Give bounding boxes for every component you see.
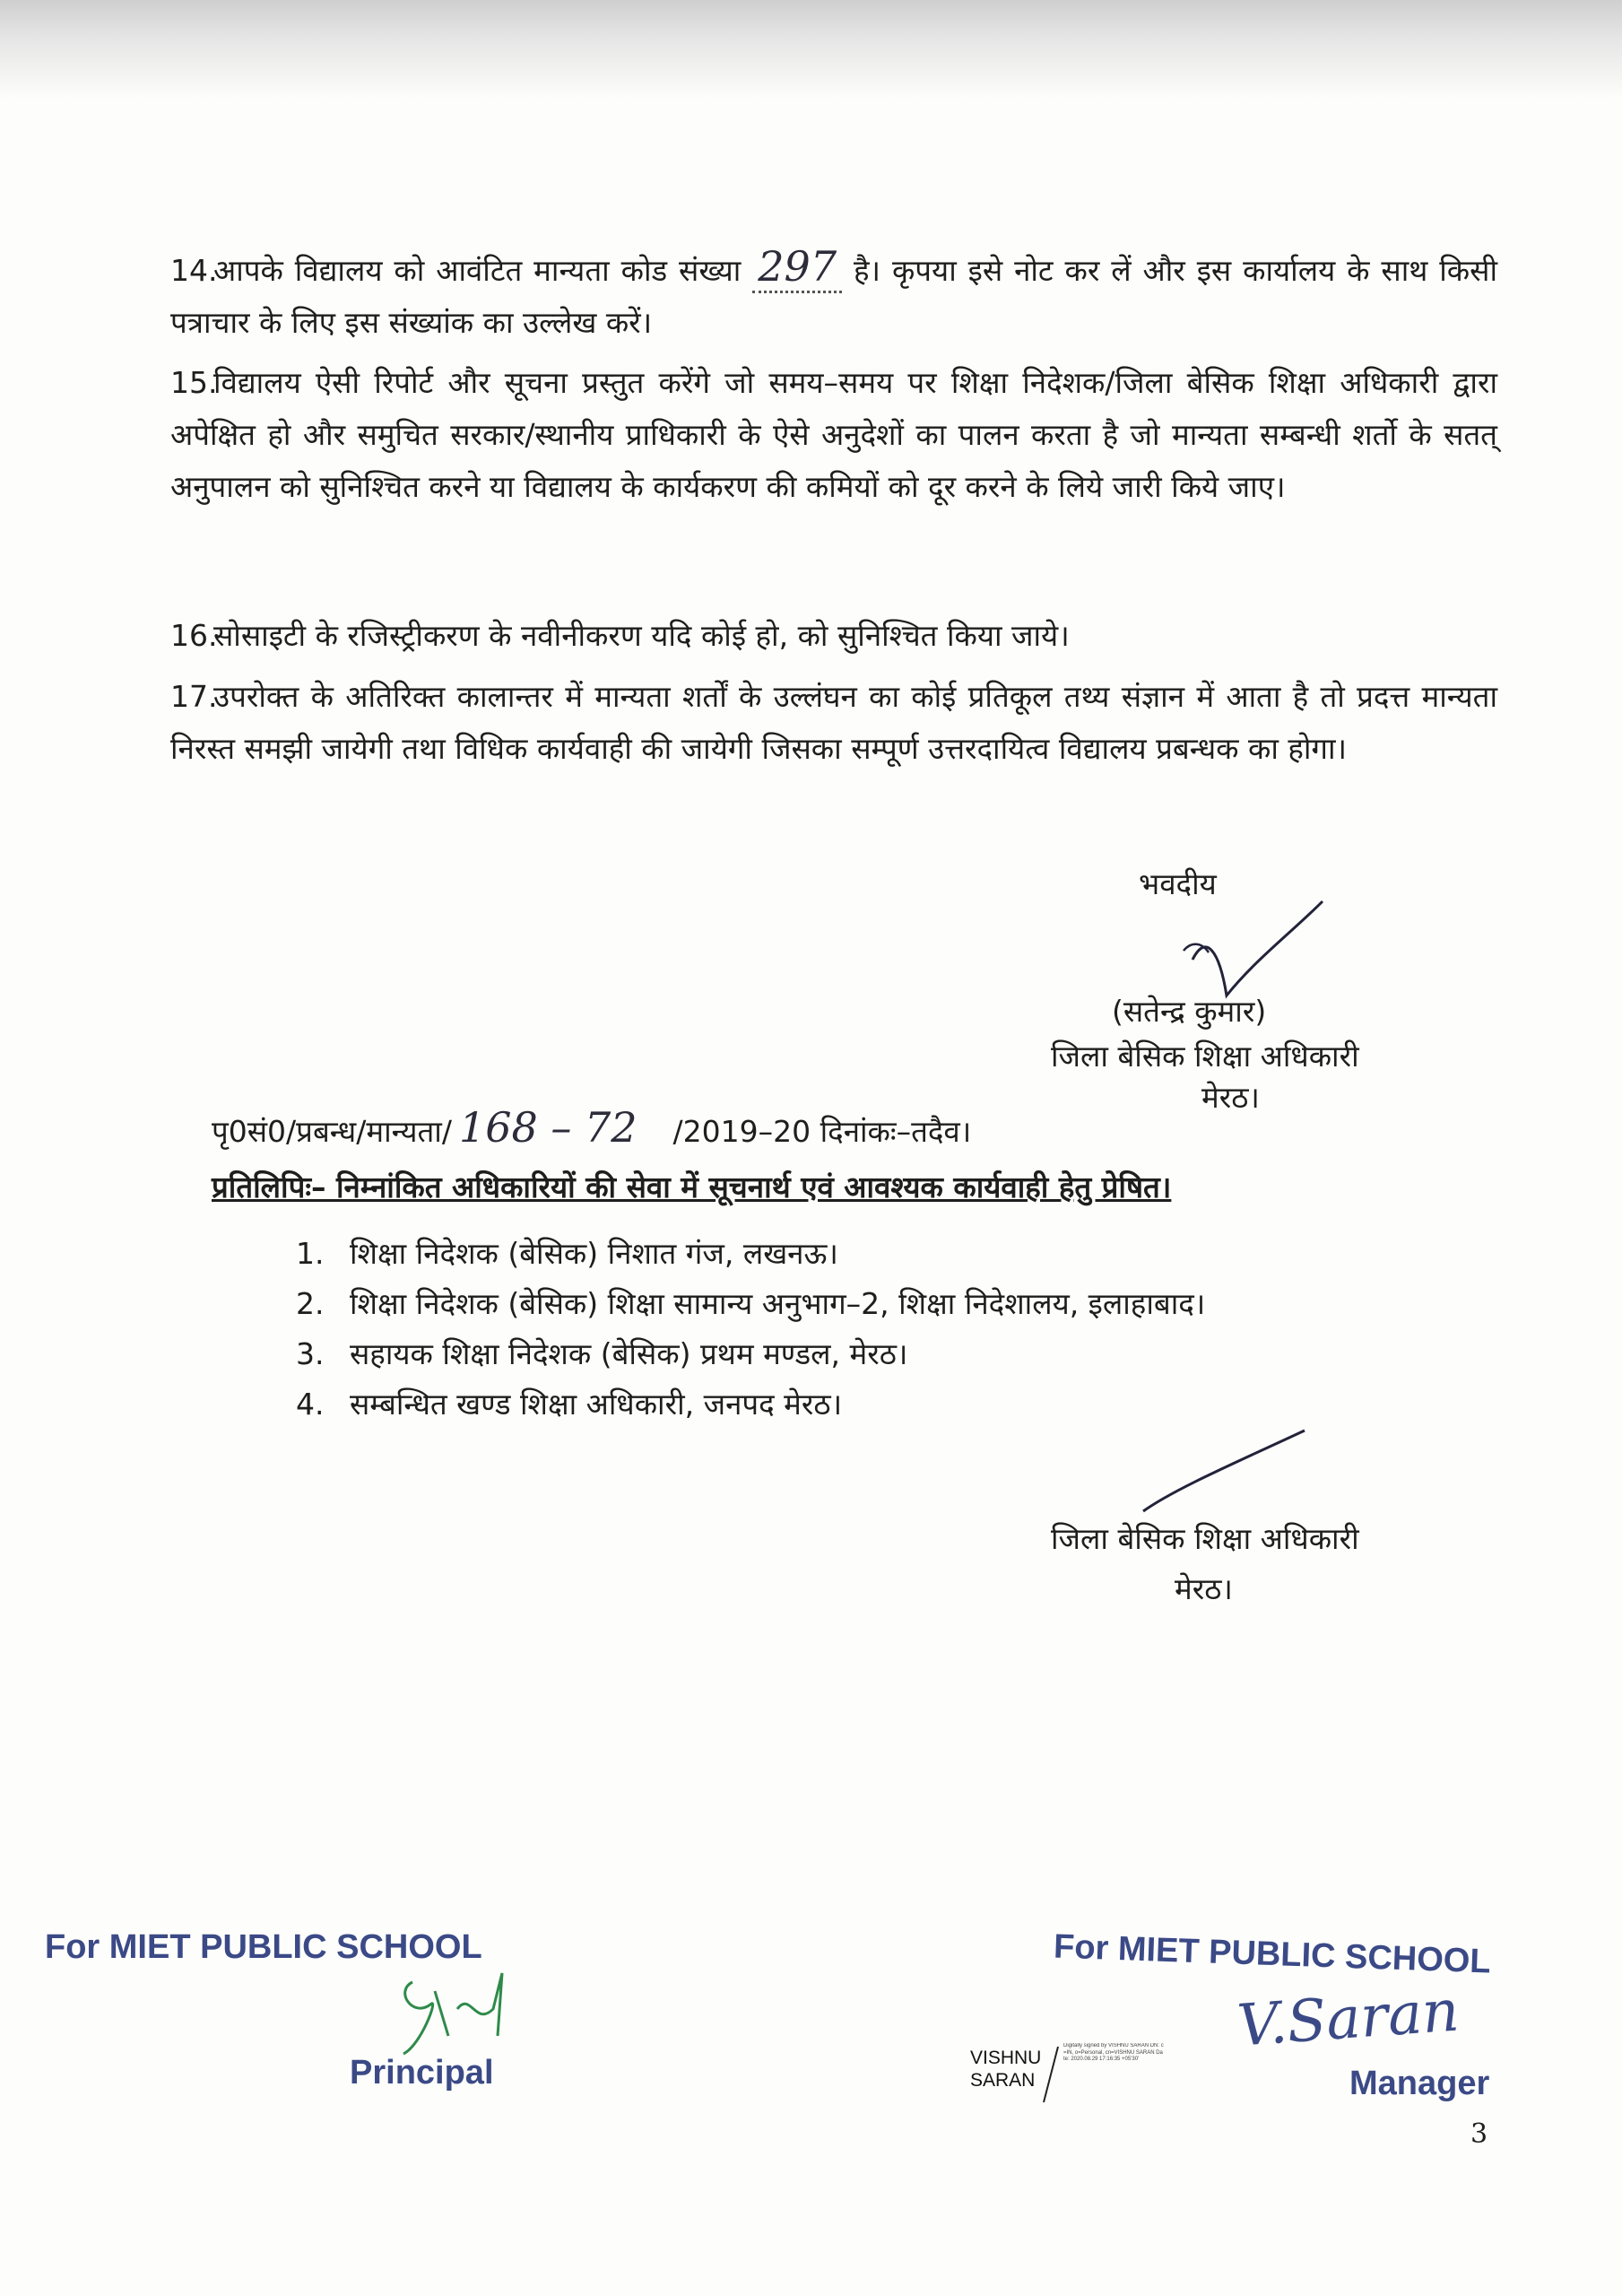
officer-designation: जिला बेसिक शिक्षा अधिकारी <box>1051 1039 1359 1074</box>
officer-name: (सतेन्द्र कुमार) <box>1112 994 1267 1029</box>
item-number: 14. <box>170 253 218 288</box>
second-place: मेरठ। <box>1175 1571 1233 1606</box>
digital-signature-details: Digitally signed by VISHNU SARAN DN: c=IN, o=Personal, cn=VISHNU SARAN Date: 2020.08.29 17:16:35 +05'30' <box>1063 2043 1164 2062</box>
second-designation: जिला बेसिक शिक्षा अधिकारी <box>1051 1521 1359 1556</box>
reference-suffix: /2019–20 दिनांकः–तदैव। <box>672 1114 972 1149</box>
item-text-continued: है। कृपया इसे नोट कर लें और इस कार्यालय के साथ किसी पत्राचार के लिए इस संख्यांक का उल्लेख करें। <box>170 253 1497 340</box>
reference-prefix: पृ0सं0/प्रबन्ध/मान्यता/ <box>212 1114 452 1149</box>
handwritten-reference-number: 168 – 72 <box>458 1103 638 1152</box>
recipient-list <box>296 1229 1462 1430</box>
digital-signature-divider <box>1040 2043 1062 2106</box>
copy-to-heading: प्रतिलिपिः– निम्नांकित अधिकारियों की सेवा में सूचनार्थ एवं आवश्यक कार्यवाही हेतु प्रेषित। <box>212 1170 1172 1205</box>
item-15 <box>170 357 1497 513</box>
item-text: आपके विद्यालय को आवंटित मान्यता कोड संख्या <box>213 253 742 288</box>
item-text: उपरोक्त के अतिरिक्त कालान्तर में मान्यता शर्तों के उल्लंघन का कोई प्रतिकूल तथ्य संज्ञान में आता है तो प्रदत्त मान्यता निरस्त समझी जायेगी तथा विधिक कार्यवाही की जायेगी जिसका सम्पूर्ण उत्तरदायित्व विद्यालय प्रबन्धक का होगा। <box>170 679 1497 766</box>
list-item: 2. शिक्षा निदेशक (बेसिक) शिक्षा सामान्य अनुभाग–2, शिक्षा निदेशालय, इलाहाबाद। <box>296 1286 1206 1321</box>
page-number: 3 <box>1470 2118 1488 2150</box>
list-item: 4. सम्बन्धित खण्ड शिक्षा अधिकारी, जनपद मेरठ। <box>296 1387 843 1422</box>
item-14 <box>170 240 1497 349</box>
salutation: भवदीय <box>1139 866 1217 901</box>
item-17 <box>170 671 1497 775</box>
manager-stamp-role: Manager <box>1349 2065 1490 2102</box>
list-item: 3. सहायक शिक्षा निदेशक (बेसिक) प्रथम मण्डल, मेरठ। <box>296 1336 908 1371</box>
scan-top-shadow <box>0 0 1622 99</box>
digital-signature-name: VISHNU SARAN <box>970 2048 1042 2091</box>
principal-signature <box>386 1955 520 2063</box>
principal-stamp-org: For MIET PUBLIC SCHOOL <box>45 1928 482 1966</box>
item-text: विद्यालय ऐसी रिपोर्ट और सूचना प्रस्तुत करेंगे जो समय–समय पर शिक्षा निदेशक/जिला बेसिक शिक्षा अधिकारी द्वारा अपेक्षित हो और समुचित सरकार/स्थानीय प्राधिकारी के ऐसे अनुदेशों का पालन करता है जो मान्यता सम्बन्धी शर्तो के सतत् अनुपालन को सुनिश्चित करने या विद्यालय के कार्यकरण की कमियों को दूर करने के लिये जारी किये जाए। <box>170 365 1497 504</box>
reference-line <box>212 1103 971 1152</box>
item-number: 16. <box>170 618 218 653</box>
item-number: 17. <box>170 679 218 714</box>
second-signature <box>1139 1426 1309 1525</box>
principal-stamp-role: Principal <box>350 2054 494 2092</box>
handwritten-code-number: 297 <box>752 242 842 293</box>
manager-signature: V.Saran <box>1235 1978 1462 2060</box>
item-number: 15. <box>170 365 218 400</box>
officer-place: मेरठ। <box>1201 1080 1260 1115</box>
list-item: 1. शिक्षा निदेशक (बेसिक) निशात गंज, लखनऊ। <box>296 1236 838 1271</box>
manager-stamp-org: For MIET PUBLIC SCHOOL <box>1053 1927 1492 1981</box>
item-16 <box>170 610 1497 662</box>
item-text: सोसाइटी के रजिस्ट्रीकरण के नवीनीकरण यदि कोई हो, को सुनिश्चित किया जाये। <box>213 618 1070 653</box>
